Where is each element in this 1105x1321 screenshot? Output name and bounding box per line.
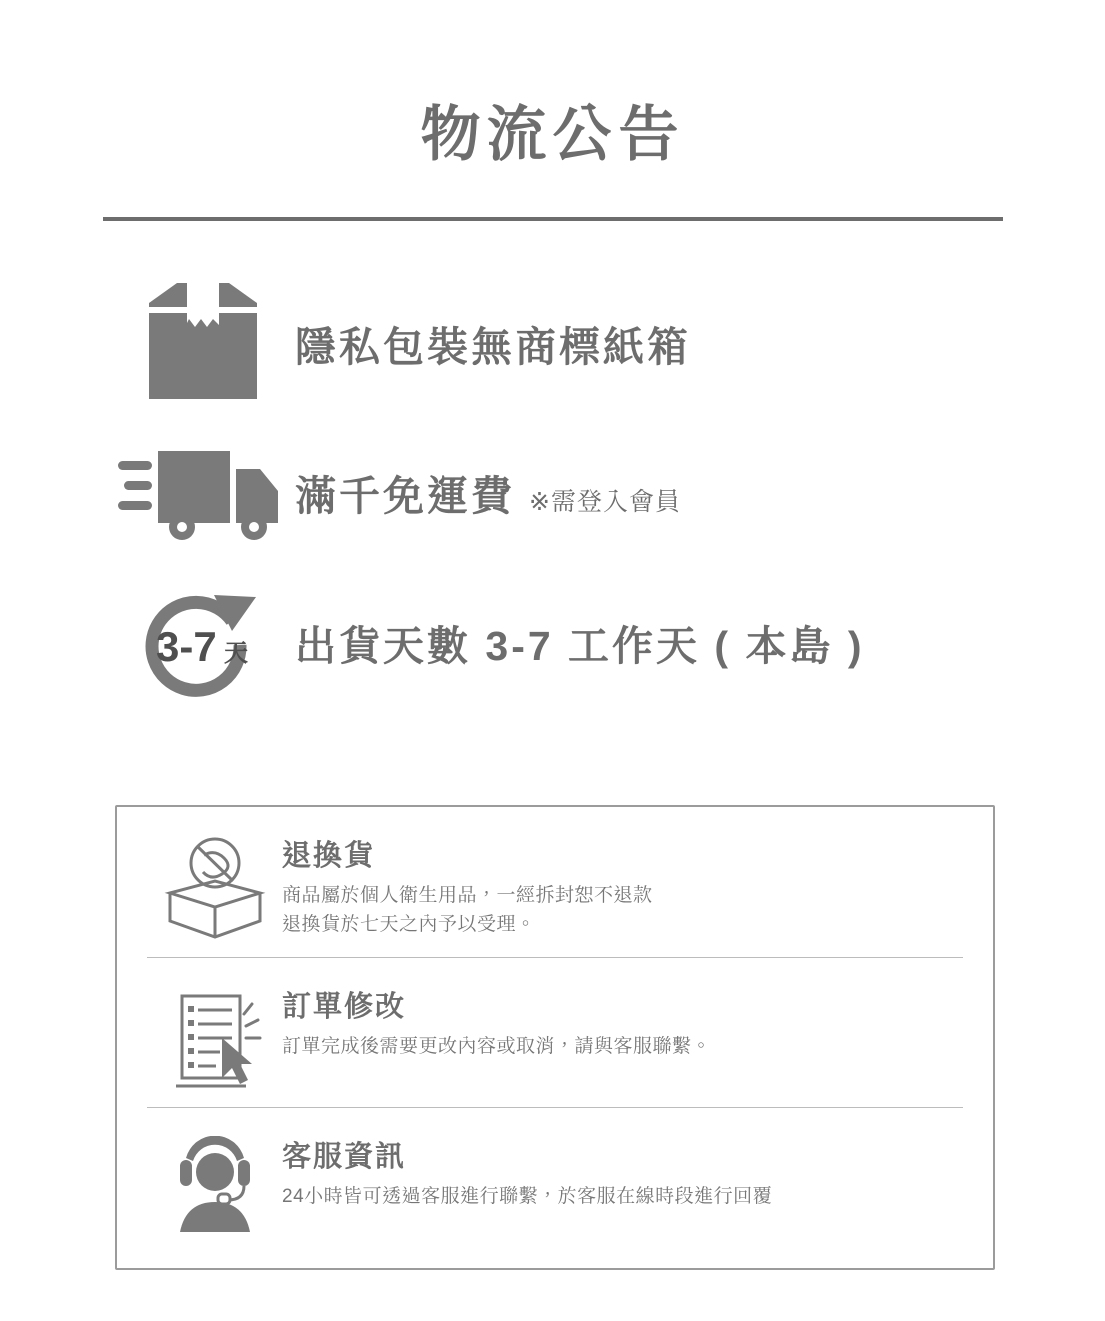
policy-body bbox=[282, 829, 653, 939]
page-title: 物流公告 bbox=[420, 101, 685, 168]
feature-note: ※需登入會員 bbox=[529, 487, 681, 516]
refresh-3-7-days-icon bbox=[110, 585, 295, 700]
policy-line: 訂單完成後需要更改內容或取消，請與客服聯繫。 bbox=[282, 1036, 712, 1057]
policy-heading: 訂單修改 bbox=[282, 991, 407, 1023]
policy-line: 24小時皆可透過客服進行聯繫，於客服在線時段進行回覆 bbox=[282, 1186, 773, 1207]
policy-panel bbox=[115, 805, 995, 1270]
feature-list bbox=[0, 269, 1105, 717]
policy-line: 退換貨於七天之內予以受理。 bbox=[282, 913, 536, 935]
customer-service-headset-icon bbox=[147, 1130, 282, 1251]
feature-label bbox=[295, 314, 691, 373]
policy-heading: 退換貨 bbox=[282, 840, 376, 872]
delivery-truck-icon bbox=[110, 437, 295, 547]
feature-label-text: 出貨天數 3-7 工作天 ( 本島 ) bbox=[295, 622, 865, 669]
svg-text:3-7: 3-7 bbox=[155, 622, 217, 670]
feature-row bbox=[110, 269, 1105, 417]
feature-label bbox=[295, 613, 865, 672]
feature-label bbox=[295, 463, 681, 522]
policy-heading: 客服資訊 bbox=[282, 1141, 407, 1173]
feature-row bbox=[110, 567, 1105, 717]
policy-item-order-edit bbox=[147, 957, 963, 1107]
feature-label-text: 滿千免運費 bbox=[295, 472, 515, 519]
feature-row bbox=[110, 417, 1105, 567]
box-icon bbox=[110, 281, 295, 406]
feature-label-text: 隱私包裝無商標紙箱 bbox=[295, 323, 691, 370]
svg-text:天: 天 bbox=[223, 639, 248, 667]
policy-body bbox=[282, 1130, 772, 1212]
title-divider bbox=[103, 217, 1003, 221]
order-edit-icon bbox=[147, 980, 282, 1101]
policy-line: 商品屬於個人衛生用品，一經拆封恕不退款 bbox=[282, 885, 653, 906]
policy-item-returns bbox=[117, 807, 993, 957]
policy-body bbox=[282, 980, 711, 1062]
policy-item-customer-service bbox=[147, 1107, 963, 1257]
no-return-box-icon bbox=[147, 829, 282, 950]
